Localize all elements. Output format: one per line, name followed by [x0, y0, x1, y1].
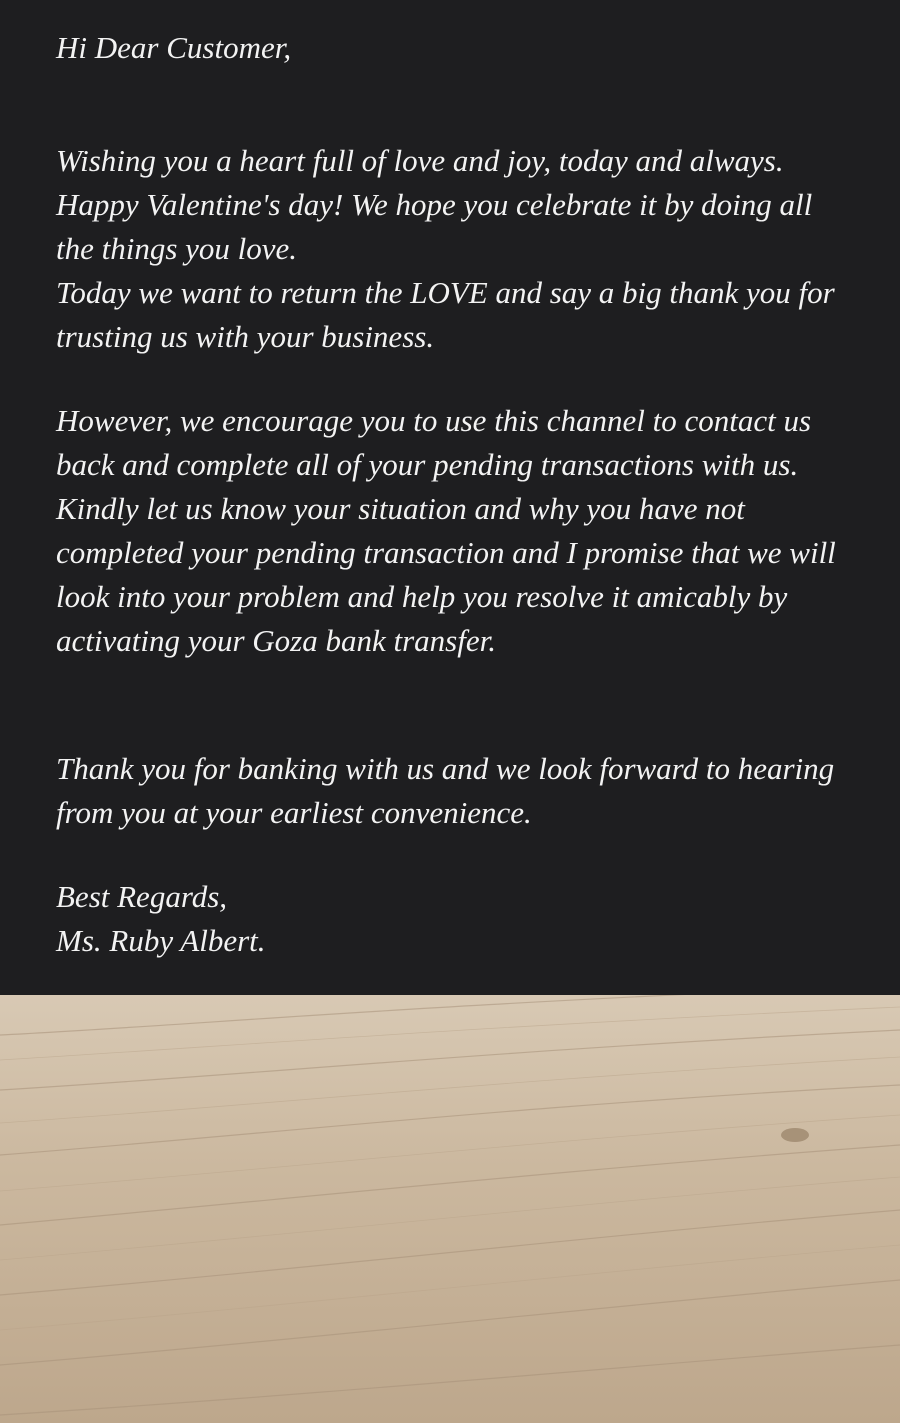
- letter-paragraph-3: However, we encourage you to use this channel to contact us back and complete all of your pending transactions with us. Kindly let us know your situation and why you have not completed your pending transaction and I promise that we will look into your problem and help you resolve it amicably by activating your Goza bank transfer.: [56, 403, 836, 658]
- letter-signature: Ms. Ruby Albert.: [56, 923, 266, 958]
- letter-paragraph-2: Today we want to return the LOVE and say a big thank you for trusting us with your business.: [56, 275, 835, 354]
- letter-signoff: Best Regards,: [56, 879, 228, 914]
- letter-paragraph-1: Wishing you a heart full of love and joy, today and always. Happy Valentine's day! We hope you celebrate it by doing all the things you love.: [56, 143, 813, 266]
- wood-table-texture: [0, 995, 900, 1423]
- id-card-photo: [0, 995, 900, 1423]
- letter-greeting: Hi Dear Customer,: [56, 30, 292, 65]
- letter-paragraph-4: Thank you for banking with us and we look forward to hearing from you at your earliest convenience.: [56, 751, 835, 830]
